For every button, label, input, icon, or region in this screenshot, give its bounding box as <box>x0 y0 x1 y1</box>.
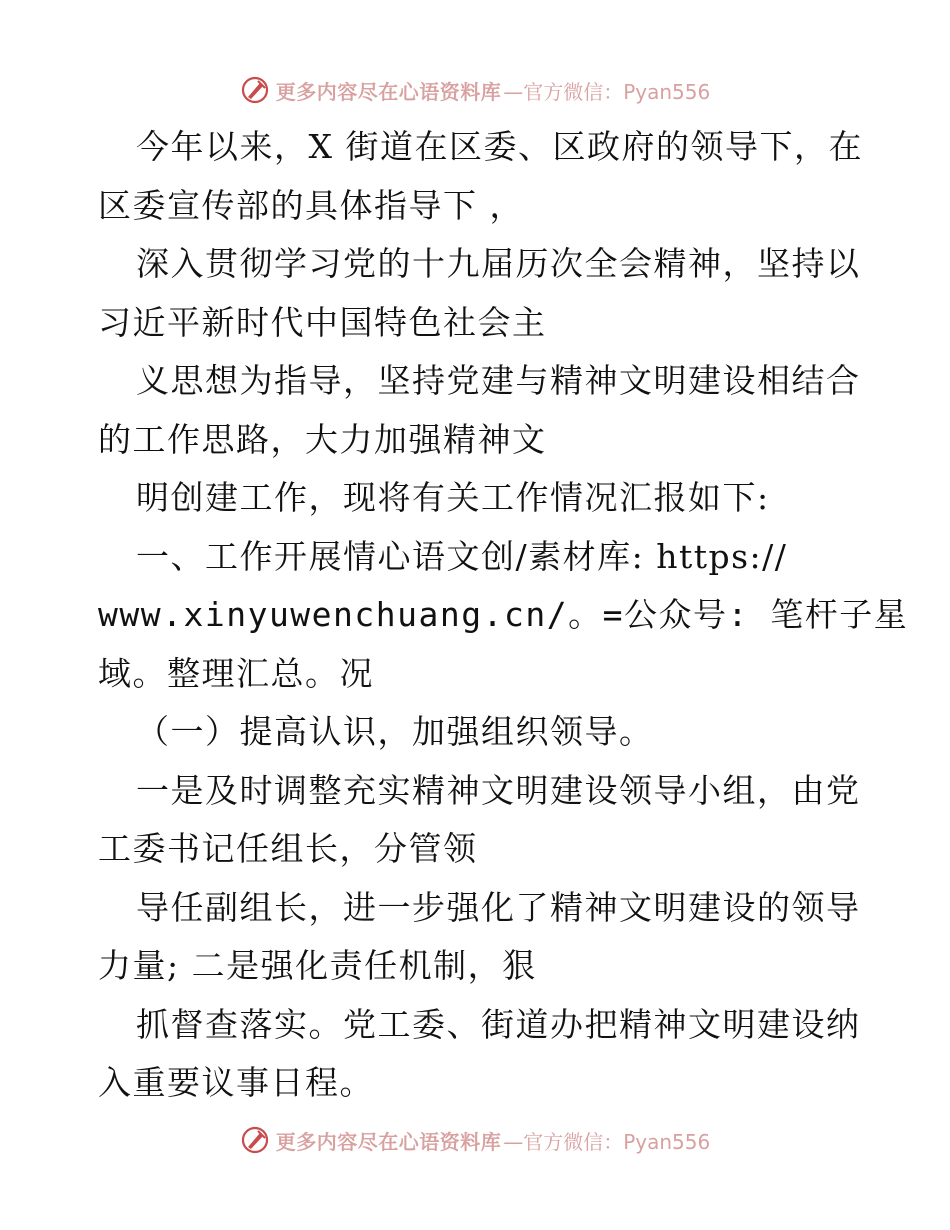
paragraph-line: 义思想为指导，坚持党建与精神文明建设相结合 <box>136 361 861 400</box>
quill-circle-icon <box>240 75 270 105</box>
paragraph-line: 习近平新时代中国特色社会主 <box>98 302 547 342</box>
header-watermark <box>0 70 950 110</box>
paragraph-line: 入重要议事日程。 <box>98 1063 374 1102</box>
promo-text: 更多内容尽在心语资料库 <box>275 79 502 104</box>
paragraph-line: 力量; 二是强化责任机制，狠 <box>98 946 537 985</box>
paragraph-line: 今年以来，X 街道在区委、区政府的领导下，在 <box>136 127 863 166</box>
paragraph-line: 抓督查落实。党工委、街道办把精神文明建设纳 <box>136 1004 861 1044</box>
promo-text: 更多内容尽在心语资料库 <box>275 1129 502 1154</box>
paragraph-line: 的工作思路，大力加强精神文 <box>98 419 547 459</box>
paragraph-line: 导任副组长，进一步强化了精神文明建设的领导 <box>136 887 861 927</box>
url-line: www.xinyuwenchuang.cn/。=公众号: 笔杆子星 <box>98 595 909 634</box>
paragraph-line: 域。整理汇总。况 <box>98 653 374 693</box>
paragraph-line: 一是及时调整充实精神文明建设领导小组，由党 <box>136 770 861 810</box>
subsection-heading: （一）提高认识，加强组织领导。 <box>136 712 654 751</box>
paragraph-line: 工委书记任组长，分管领 <box>98 829 478 868</box>
quill-circle-icon <box>240 1125 270 1155</box>
section-heading: 一、工作开展情心语文创/素材库: https:// <box>136 536 788 576</box>
paragraph-line: 深入贯彻学习党的十九届历次全会精神，坚持以 <box>136 244 861 283</box>
wechat-label: —官方微信：Pyan556 <box>503 1129 711 1154</box>
footer-watermark <box>0 1120 950 1160</box>
document-body <box>98 118 909 1113</box>
paragraph-line: 明创建工作，现将有关工作情况汇报如下: <box>136 478 770 517</box>
wechat-label: —官方微信：Pyan556 <box>503 79 711 104</box>
paragraph-line: 区委宣传部的具体指导下 ， <box>98 185 524 225</box>
